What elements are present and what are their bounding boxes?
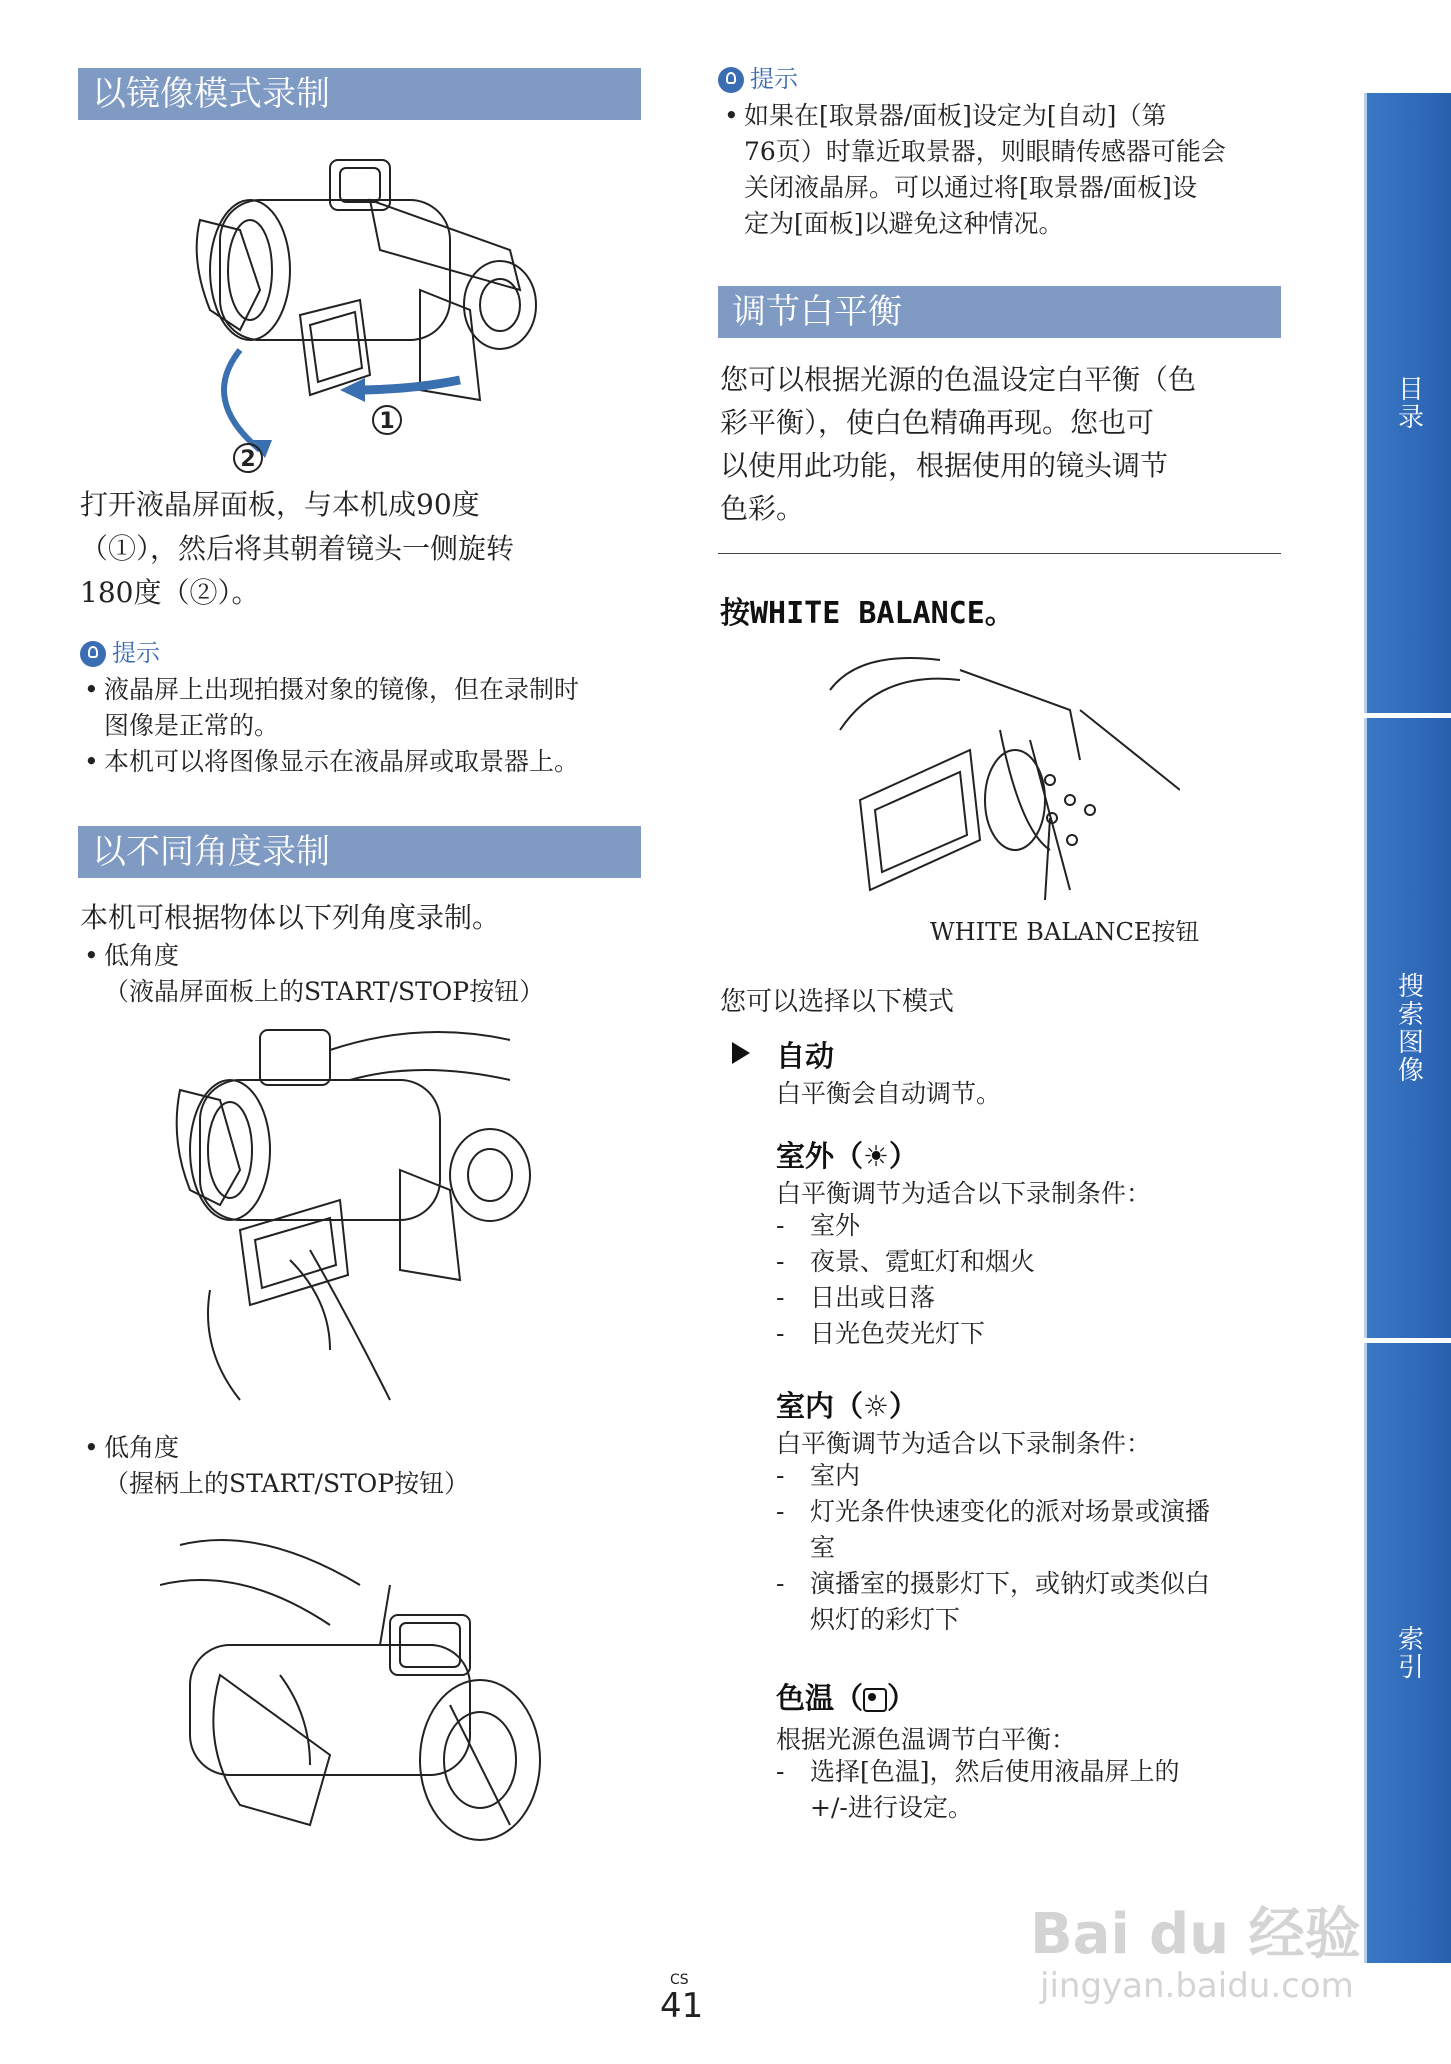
wb-description: 您可以根据光源的色温设定白平衡（色 彩平衡），使白色精确再现。您也可 以使用此功能，根据使用的镜头调节 色彩。 [720, 363, 1197, 525]
mode-indoor-title: 室内（☼） [776, 1389, 918, 1423]
mode-outdoor-title: 室外（☀） [776, 1139, 918, 1173]
mode-auto-title: 自动 [776, 1039, 835, 1073]
hint-item: • 如果在[取景器/面板]设定为[自动]（第 76页）时靠近取景器，则眼睛传感器可能会 关闭液晶屏。可以通过将[取景器/面板]设 定为[面板]以避免这种情况。 [724, 101, 1226, 238]
tab-contents[interactable]: 目录 [1364, 93, 1451, 713]
section-heading-mirror: 以镜像模式录制 [78, 68, 641, 120]
angle-intro: 本机可根据物体以下列角度录制。 [80, 901, 501, 934]
mode-indoor-desc: 白平衡调节为适合以下录制条件： [776, 1429, 1152, 1458]
mode-outdoor-desc: 白平衡调节为适合以下录制条件： [776, 1179, 1152, 1208]
mirror-description: 打开液晶屏面板，与本机成90度 （①），然后将其朝着镜头一侧旋转 180度（②）。 [80, 488, 515, 609]
callout-1: 1 [372, 405, 402, 435]
low-angle-item-1: • 低角度 （液晶屏面板上的START/STOP按钮） [84, 941, 545, 1006]
illustration-low-angle-grip [160, 1505, 560, 1885]
watermark-url: jingyan.baidu.com [1040, 1966, 1354, 2006]
tab-search-images[interactable]: 搜索图像 [1364, 718, 1451, 1338]
hint-item: • 液晶屏上出现拍摄对象的镜像，但在录制时 图像是正常的。 [84, 675, 580, 740]
outdoor-list: - 室外 - 夜景、霓虹灯和烟火 - 日出或日落 - 日光色荧光灯下 [776, 1211, 1036, 1348]
wb-button-caption: WHITE BALANCE按钮 [930, 918, 1200, 946]
rotate-arrow-1 [355, 380, 460, 390]
rotate-arrow-2 [224, 350, 260, 450]
hint-heading-1: 提示 [80, 638, 160, 668]
section-heading-white-balance: 调节白平衡 [718, 286, 1281, 338]
mode-temp-title: 色温（ ） [776, 1681, 917, 1715]
lightbulb-icon [718, 67, 744, 93]
color-temp-icon [863, 1688, 887, 1712]
temp-list: - 选择[色温]，然后使用液晶屏上的 +/-进行设定。 [776, 1757, 1180, 1822]
section-heading-angle: 以不同角度录制 [78, 826, 641, 878]
tab-index[interactable]: 索引 [1364, 1343, 1451, 1963]
indoor-list: - 室内 - 灯光条件快速变化的派对场景或演播 室 - 演播室的摄影灯下，或钠灯或类似白 炽灯的彩灯下 [776, 1461, 1211, 1634]
lightbulb-icon [80, 641, 106, 667]
mode-temp-desc: 根据光源色温调节白平衡： [776, 1725, 1077, 1754]
low-angle-item-2: • 低角度 （握柄上的START/STOP按钮） [84, 1433, 470, 1498]
hint-heading-2: 提示 [718, 64, 798, 94]
illustration-low-angle-lcd [170, 1020, 550, 1410]
divider [718, 553, 1281, 554]
page-number: 41 [660, 1986, 704, 2026]
illustration-mirror-mode [180, 140, 560, 480]
mode-auto-desc: 白平衡会自动调节。 [776, 1079, 1002, 1108]
hint-item: • 本机可以将图像显示在液晶屏或取景器上。 [84, 747, 580, 776]
select-modes-text: 您可以选择以下模式 [720, 987, 955, 1017]
callout-2: 2 [233, 443, 263, 473]
triangle-icon [732, 1042, 750, 1064]
illustration-wb-button [820, 650, 1180, 910]
watermark-logo: Bai du 经验 [1030, 1902, 1361, 1967]
page-super: CS [670, 1972, 689, 1988]
press-instruction: 按WHITE BALANCE。 [720, 596, 1015, 631]
